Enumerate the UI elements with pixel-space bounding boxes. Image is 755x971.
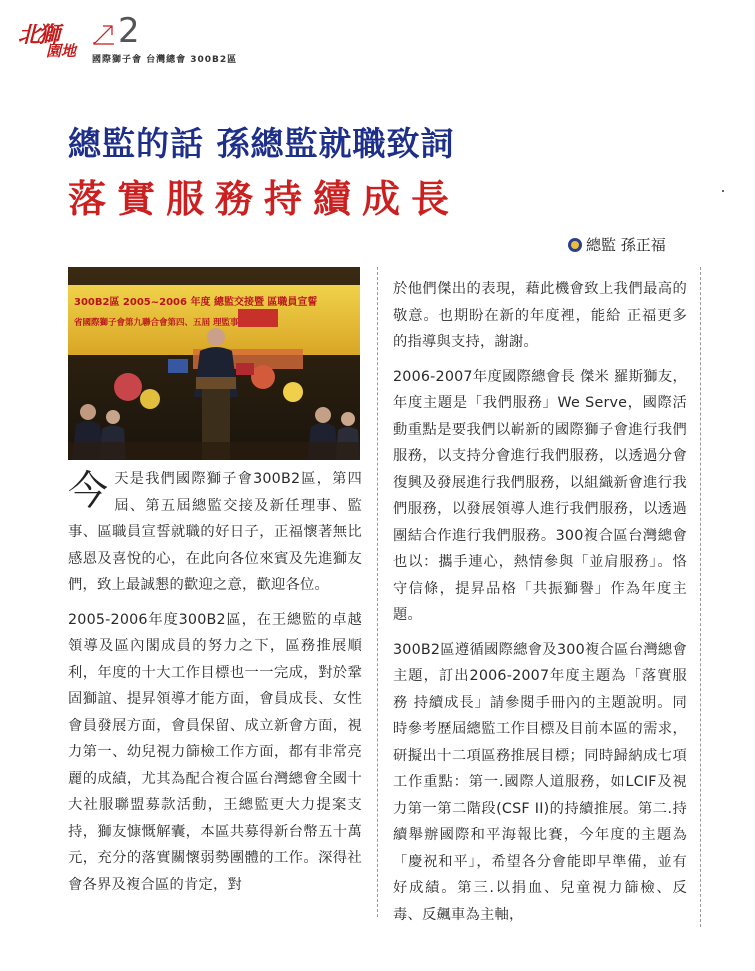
banner-text: 300B2區 2005~2006 年度 總監交接暨 區職員宣誓 [74, 297, 318, 308]
page-number: 2 [118, 11, 140, 51]
right-column [393, 276, 687, 928]
right-border [700, 267, 701, 927]
paragraph-left-2: 2005-2006年度300B2區，在王總監的卓越領導及區內閣成員的努力之下，區務推展順利，年度的十大工作目標也一一完成，對於鞏固獅誼、提昇領導才能方面，會員成長、女性會員發展方面，會員保留、成立新會方面，視力第一、幼兒視力篩檢工作方面，都有非常亮麗的成績，尤其為配合複合區台灣總會全國十大社服聯盟募款活動，王總監更大力提案支持，獅友慷慨解囊，本區共募得新台幣五十萬元，充分的落實關懷弱勢團體的工作。深得社會各界及複合區的肯定，對 [68, 611, 362, 893]
logo-text-top: 北獅 [18, 22, 59, 48]
article-title: 總監的話 孫總監就職致詞 [68, 124, 455, 163]
article-photo [68, 267, 360, 460]
paragraph-intro [68, 466, 362, 599]
drop-cap: 今 [68, 468, 109, 514]
column-divider [377, 267, 378, 917]
ceremony-photo [68, 267, 360, 460]
decorative-dot [722, 190, 724, 192]
header-subtitle: 國際獅子會 台灣總會 300B2區 [92, 55, 238, 65]
magazine-logo [18, 18, 96, 68]
logo-text-bottom: 園地 [46, 42, 77, 60]
left-column [68, 466, 362, 898]
paragraph-right-2: 2006-2007年度國際總會長 傑米 羅斯獅友，年度主題是「我們服務」We Serve，國際活動重點是要我們以嶄新的國際獅子會進行我們服務，以支持分會進行我們服務，以透過分會復興及發展進行我們服務，以組織新會進行我們服務，以發展領導人進行我們服務，以透過團結合作進行我們服務。300複合區台灣總會也以：攜手連心，熱情參與「並肩服務」。恪守信條，提昇品格「共振獅譽」作為年度主題。 [393, 368, 687, 623]
paragraph-intro-text: 天是我們國際獅子會300B2區，第四屆、第五屆總監交接及新任理事、監事、區職員宣誓就職的好日子，正福懷著無比感恩及喜悅的心，在此向各位來賓及先進獅友們，致上最誠懇的歡迎之意，歡迎各位。 [68, 471, 362, 593]
paragraph-right-3: 300B2區遵循國際總會及300複合區台灣總會主題，訂出2006-2007年度主題為「落實服務 持續成長」請參閱手冊內的主題說明。同時參考歷屆總監工作目標及目前本區的需求，研擬出十二項區務推展目標；同時歸納成七項工作重點：第一.國際人道服務，如LCIF及視力第一第二階段(CSF II)的持續推展。第二.持續舉辦國際和平海報比賽，今年度的主題為「慶祝和平」，希望各分會能即早準備，並有好成績。第三.以捐血、兒童視力篩檢、反毒、反飆車為主軸， [393, 641, 687, 923]
paragraph-right-1: 於他們傑出的表現，藉此機會致上我們最高的敬意。也期盼在新的年度裡，能給 正福更多的指導與支持，謝謝。 [393, 281, 687, 350]
author-name: 總監 孫正福 [586, 236, 666, 254]
banner-text-2: 省國際獅子會第九聯合會第四、五屆 理監事 [74, 318, 239, 328]
lions-emblem-icon [568, 238, 582, 252]
author-line [568, 234, 666, 255]
article-subtitle: 落實服務持續成長 [68, 177, 461, 221]
arrow-icon [92, 22, 116, 46]
